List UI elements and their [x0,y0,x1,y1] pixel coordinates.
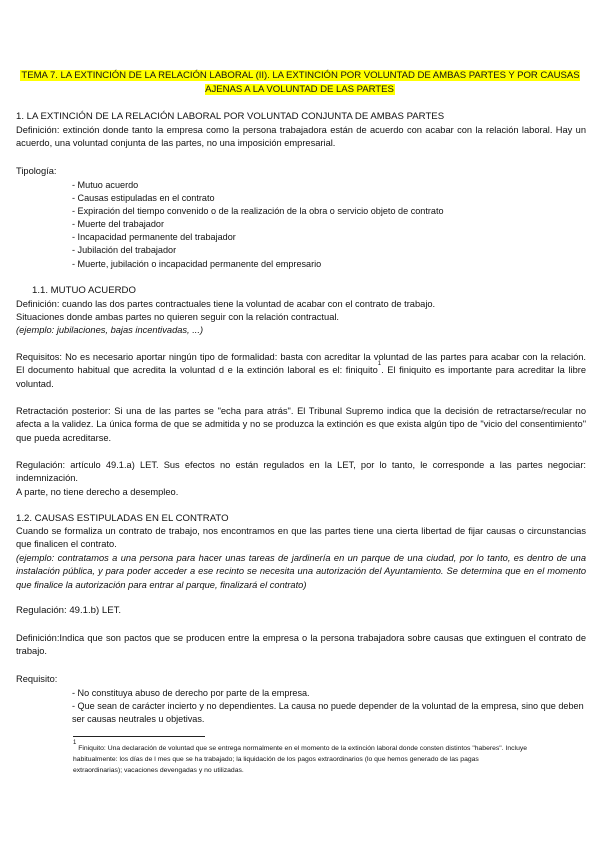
footnote-number: 1 [73,740,77,746]
mutuo-definition: Definición: cuando las dos partes contractuales tiene la voluntad de acabar con el contrato de trabajo. [16,299,436,309]
footnote-divider [73,736,205,737]
requisito-item: - No constituya abuso de derecho por parte de la empresa. [72,688,310,698]
footnote-text: Finiquito: Una declaración de voluntad que se entrega normalmente en el momento de la extinción laboral donde consten distintos "haberes". Incluye habitualmente: los días de l mes que se ha trabajado; la liquidación de los pagos extraordinarios (lo que hemos generado de las pagas extraordinarias); vacaciones devengadas y no utilizadas. [73,745,528,774]
mutuo-aparte: A parte, no tiene derecho a desempleo. [16,487,179,497]
causas-example: (ejemplo: contratamos a una persona para hacer unas tareas de jardinería en un parque de una ciudad, por lo tanto, es dentro de una instalación pública, y para poder acceder a ese recinto se necesita una autorización del Ayuntamiento. Se determina que en el momento que finalice la autorización para entrar al parque, finalizará el contrato) [16,553,586,590]
causas-definicion: Definición:Indica que son pactos que se producen entre la empresa o la persona trabajadora sobre causas que extinguen el contrato de trabajo. [16,633,586,657]
tipologia-item: - Mutuo acuerdo [72,180,139,190]
tipologia-item: - Causas estipuladas en el contrato [72,193,215,203]
requisitos-tail: . El finiquito es importante para acreditar la libre voluntad. [16,365,587,389]
mutuo-requisitos [16,351,586,391]
mutuo-example: (ejemplo: jubilaciones, bajas incentivadas, ...) [16,325,204,335]
tipologia-item: - Expiración del tiempo convenido o de la realización de la obra o servicio objeto de contrato [72,206,444,216]
section-1-definition: Definición: extinción donde tanto la empresa como la persona trabajadora están de acuerdo con acabar con la relación laboral. Hay un acuerdo, una voluntad conjunta de las partes, no una imposición empresarial. [16,125,586,149]
mutuo-retractacion: Retractación posterior: Si una de las partes se "echa para atrás". El Tribunal Supremo indica que la decisión de retractarse/recular no afecta a la validez. La única forma de que se admitida y no se produzca la extinción es que exista algún tipo de "vicio del consentimiento" que pueda acreditarse. [16,406,586,443]
document-title [16,69,584,97]
footnote-ref: 1 [377,361,382,368]
tipologia-item: - Muerte, jubilación o incapacidad permanente del empresario [72,259,322,269]
section-1-heading: 1. LA EXTINCIÓN DE LA RELACIÓN LABORAL POR VOLUNTAD CONJUNTA DE AMBAS PARTES [16,111,445,122]
title-highlight: TEMA 7. LA EXTINCIÓN DE LA RELACIÓN LABORAL (II). LA EXTINCIÓN POR VOLUNTAD DE AMBAS PARTES Y POR CAUSAS AJENAS A LA VOLUNTAD DE LAS PARTES [21,70,580,95]
tipologia-label: Tipología: [16,166,57,176]
requisito-label: Requisito: [16,674,58,684]
requisitos-text: Requisitos: No es necesario aportar ningún tipo de formalidad: basta con acreditar la voluntad de las partes para acabar con la relación. El documento habitual que acredita la voluntad d e la extinción laboral es el: finiquito [16,352,586,376]
causas-heading: 1.2. CAUSAS ESTIPULADAS EN EL CONTRATO [16,513,229,524]
mutuo-situations: Situaciones donde ambas partes no quieren seguir con la relación contractual. [16,312,340,322]
causas-intro: Cuando se formaliza un contrato de trabajo, nos encontramos en que las partes tiene una cierta libertad de fijar causas o circunstancias que finalicen el contrato. [16,526,586,550]
causas-regulacion: Regulación: 49.1.b) LET. [16,605,122,616]
requisito-item: - Que sean de carácter incierto y no dependientes. La causa no puede depender de la voluntad de la empresa, sino que deben ser causas neutrales u objetivas. [72,701,584,724]
mutuo-acuerdo-heading: 1.1. MUTUO ACUERDO [32,285,136,296]
mutuo-regulacion: Regulación: artículo 49.1.a) LET. Sus efectos no están regulados en la LET, por lo tanto, le corresponde a las partes negociar: indemnización. [16,460,586,484]
tipologia-item: - Jubilación del trabajador [72,245,177,255]
tipologia-item: - Muerte del trabajador [72,219,164,229]
footnote [73,740,528,776]
tipologia-item: - Incapacidad permanente del trabajador [72,232,236,242]
